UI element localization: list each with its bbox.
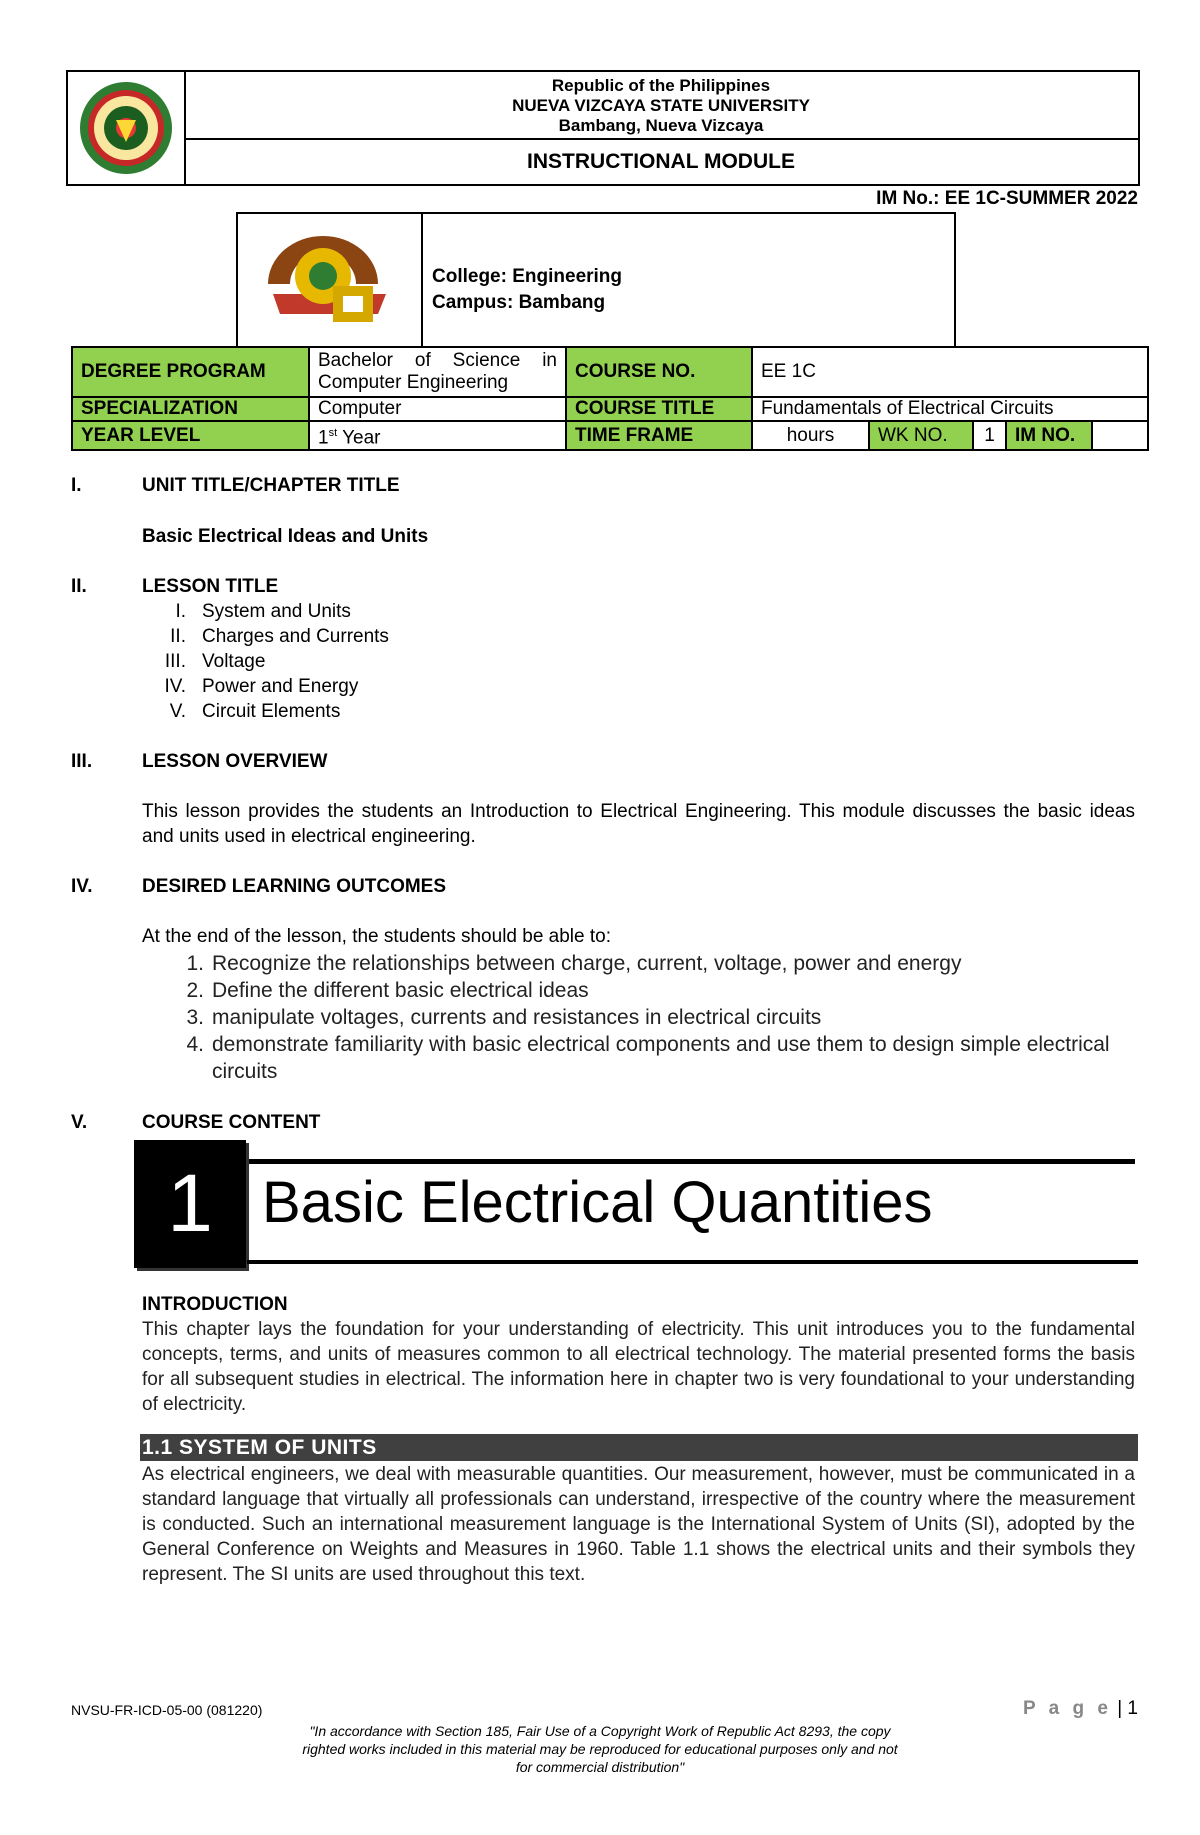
page-number (1023, 1698, 1138, 1720)
list-number: IV. (164, 676, 186, 697)
college-campus-text (432, 264, 622, 316)
im-no-label: IM NO. (1006, 421, 1092, 450)
list-number: II. (170, 626, 186, 647)
list-text: System and Units (202, 601, 351, 622)
college-logo (238, 214, 423, 346)
time-frame-value: hours (752, 421, 869, 450)
list-item (142, 699, 389, 724)
specialization-label: SPECIALIZATION (72, 397, 309, 421)
list-item (142, 950, 1132, 977)
outcomes-list (142, 950, 1132, 1085)
section-heading: UNIT TITLE/CHAPTER TITLE (142, 475, 400, 496)
course-info-table (71, 346, 1149, 451)
degree-program-label: DEGREE PROGRAM (72, 347, 309, 397)
time-frame-label: TIME FRAME (566, 421, 752, 450)
list-number: III. (164, 651, 186, 672)
list-item (142, 649, 389, 674)
chapter-title: Basic Electrical Quantities (262, 1170, 933, 1235)
overview-text: This lesson provides the students an Introduction to Electrical Engineering. This module discusses the basic ideas and units used in electrical engineering. (142, 801, 1135, 847)
university-header (66, 70, 1140, 186)
list-item (142, 1031, 1132, 1085)
list-text: demonstrate familiarity with basic electrical components and use them to design simple electrical circuits (212, 1033, 1110, 1083)
list-item (142, 1004, 1132, 1031)
section-heading: LESSON OVERVIEW (142, 751, 328, 772)
section-number: III. (71, 751, 93, 772)
module-label: INSTRUCTIONAL MODULE (527, 150, 795, 173)
list-item (142, 977, 1132, 1004)
university-name: NUEVA VIZCAYA STATE UNIVERSITY (512, 96, 810, 115)
college-box (236, 212, 956, 346)
list-item (142, 674, 389, 699)
list-number: I. (175, 601, 186, 622)
list-number: 2. (186, 979, 204, 1002)
system-units-text: As electrical engineers, we deal with measurable quantities. Our measurement, however, must be communicated in a standard language that virtually all professionals can understand, irrespective of the country where the measurement is conducted. Such an international measurement language is the International System of Units (SI), adopted by the General Conference on Weights and Measures in 1960. Table 1.1 shows the electrical units and their symbols they represent. The SI units are used throughout this text. (142, 1464, 1135, 1585)
list-text: Power and Energy (202, 676, 359, 697)
section-heading: COURSE CONTENT (142, 1112, 321, 1133)
nvsu-seal-icon (68, 72, 184, 184)
list-text: manipulate voltages, currents and resistances in electrical circuits (212, 1006, 822, 1029)
specialization-value: Computer (309, 397, 566, 421)
unit-title: Basic Electrical Ideas and Units (142, 526, 429, 547)
section-heading: LESSON TITLE (142, 576, 279, 597)
table-row (72, 421, 1148, 450)
year-suffix: st (328, 427, 338, 439)
course-title-value: Fundamentals of Electrical Circuits (752, 397, 1148, 421)
page-value: 1 (1127, 1698, 1138, 1719)
year-level-label: YEAR LEVEL (72, 421, 309, 450)
im-number: IM No.: EE 1C-SUMMER 2022 (876, 188, 1138, 209)
year-text: Year (337, 427, 381, 449)
section-number: II. (71, 576, 87, 597)
list-item (142, 624, 389, 649)
republic-text: Republic of the Philippines (551, 76, 771, 95)
table-row (72, 347, 1148, 397)
im-no-value (1092, 421, 1148, 450)
list-number: 1. (186, 952, 204, 975)
campus-name: Campus: Bambang (432, 292, 606, 313)
section-number: IV. (71, 876, 93, 897)
course-title-label: COURSE TITLE (566, 397, 752, 421)
list-text: Circuit Elements (202, 701, 341, 722)
list-number: V. (169, 701, 186, 722)
list-text: Define the different basic electrical ideas (212, 979, 589, 1002)
list-number: 3. (186, 1006, 204, 1029)
table-row (72, 397, 1148, 421)
chapter-rule-bottom (247, 1260, 1138, 1264)
introduction-heading: INTRODUCTION (142, 1294, 288, 1315)
section-band: 1.1 SYSTEM OF UNITS (140, 1434, 1138, 1461)
chapter-number: 1 (134, 1140, 246, 1268)
form-code: NVSU-FR-ICD-05-00 (081220) (71, 1702, 263, 1718)
engineering-gear-icon (238, 214, 421, 346)
wk-no-label: WK NO. (869, 421, 973, 450)
year-level-value (309, 421, 566, 450)
page-separator: | (1111, 1698, 1128, 1719)
chapter-rule-top (247, 1159, 1135, 1164)
list-text: Recognize the relationships between charge, current, voltage, power and energy (212, 952, 962, 975)
course-no-value: EE 1C (752, 347, 1148, 397)
list-number: 4. (186, 1033, 204, 1056)
nvsu-seal-logo (68, 72, 186, 184)
year-number: 1 (318, 427, 329, 449)
institution-block (184, 72, 1138, 140)
course-no-label: COURSE NO. (566, 347, 752, 397)
page-label: P a g e (1023, 1698, 1112, 1719)
college-name: College: Engineering (432, 266, 623, 287)
section-heading: DESIRED LEARNING OUTCOMES (142, 876, 447, 897)
lesson-list (142, 599, 389, 724)
introduction-text: This chapter lays the foundation for your understanding of electricity. This unit introduces you to the fundamental concepts, terms, and units of measures common to all electrical technology. The material presented forms the basis for all subsequent studies in electrical. The information here in chapter two is very foundational to your understanding of electricity. (142, 1319, 1135, 1415)
outcomes-intro: At the end of the lesson, the students should be able to: (142, 926, 611, 947)
section-number: V. (71, 1112, 88, 1133)
wk-no-value: 1 (973, 421, 1006, 450)
list-text: Charges and Currents (202, 626, 389, 647)
copyright-note: "In accordance with Section 185, Fair Use of a Copyright Work of Republic Act 8293, the copy righted works included in this material may be reproduced for educational purposes only and not for commercial distribution" (302, 1723, 898, 1775)
degree-program-value: Bachelor of Science in Computer Engineering (309, 347, 566, 397)
university-location: Bambang, Nueva Vizcaya (558, 116, 764, 135)
list-item (142, 599, 389, 624)
section-number: I. (71, 475, 82, 496)
list-text: Voltage (202, 651, 266, 672)
